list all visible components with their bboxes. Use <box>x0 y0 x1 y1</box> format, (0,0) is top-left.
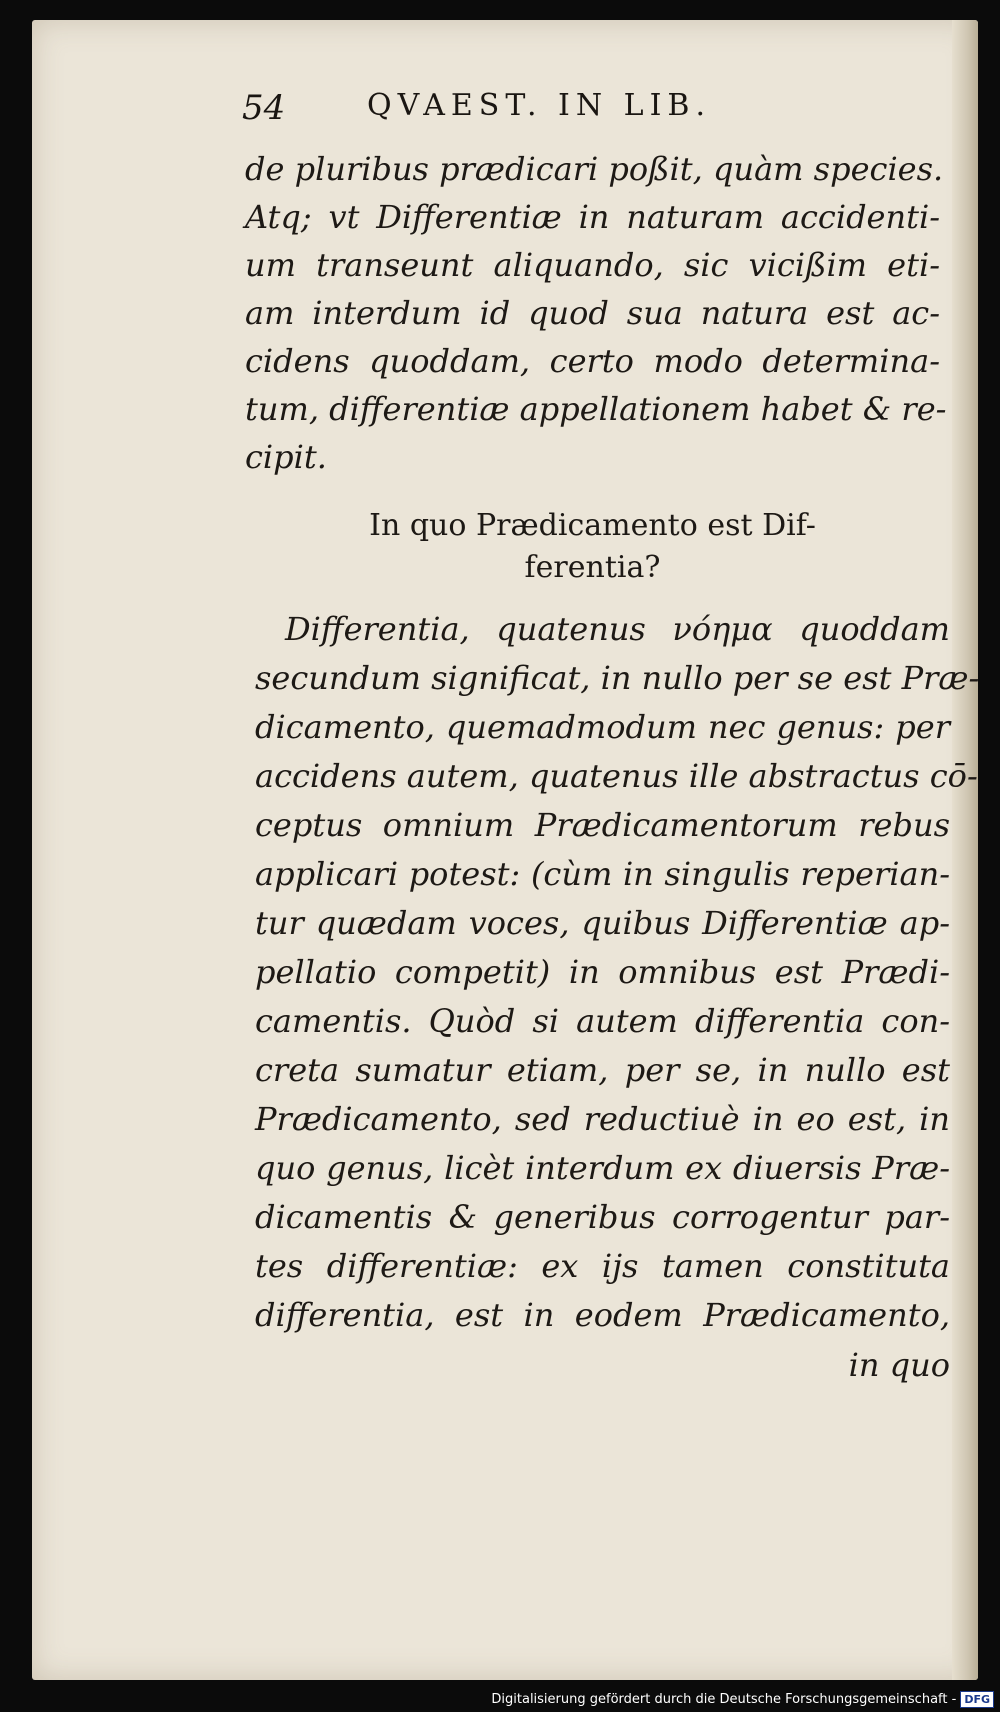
text-line: tum, differentiæ appellationem habet & re- <box>245 390 947 428</box>
text-line: Differentia, quatenus νόημα quoddam <box>285 610 950 648</box>
digitization-credit <box>491 1691 994 1708</box>
text-line: ceptus omnium Prædicamentorum rebus <box>255 806 950 844</box>
text-line: am interdum id quod sua natura est ac- <box>245 294 940 332</box>
catchword: in quo <box>848 1346 950 1384</box>
text-line: cipit. <box>245 438 327 476</box>
text-line: quo genus, licèt interdum ex diuersis Præ- <box>255 1149 950 1187</box>
text-line: cidens quoddam, certo modo determina- <box>245 342 940 380</box>
section-heading: In quo Prædicamento est Dif- <box>369 508 816 543</box>
dfg-logo: DFG <box>960 1691 994 1708</box>
text-line: tes differentiæ: ex ijs tamen constituta <box>255 1247 950 1285</box>
text-line: accidens autem, quatenus ille abstractus cō- <box>255 757 978 795</box>
text-line: de pluribus prædicari poßit, quàm species. <box>245 150 944 188</box>
running-head: QVAEST. IN LIB. <box>367 88 712 123</box>
text-line: secundum significat, in nullo per se est Præ- <box>255 659 980 697</box>
text-line: Prædicamento, sed reductiuè in eo est, in <box>255 1100 950 1138</box>
text-line: camentis. Quòd si autem differentia con- <box>255 1002 950 1040</box>
page-number: 54 <box>242 88 286 128</box>
text-line: dicamentis & generibus corrogentur par- <box>255 1198 950 1236</box>
credit-text: Digitalisierung gefördert durch die Deutsche Forschungsgemeinschaft - <box>491 1692 957 1707</box>
text-line: tur quædam voces, quibus Differentiæ ap- <box>255 904 950 942</box>
text-line: Atq; vt Differentiæ in naturam accidenti- <box>245 198 940 236</box>
text-line: dicamento, quemadmodum nec genus: per <box>255 708 950 746</box>
section-heading: ferentia? <box>524 550 661 585</box>
text-line: applicari potest: (cùm in singulis reperian- <box>255 855 950 893</box>
text-line: differentia, est in eodem Prædicamento, <box>255 1296 950 1334</box>
text-line: creta sumatur etiam, per se, in nullo est <box>255 1051 950 1089</box>
text-line: pellatio competit) in omnibus est Prædi- <box>255 953 950 991</box>
text-line: um transeunt aliquando, sic vicißim eti- <box>245 246 940 284</box>
